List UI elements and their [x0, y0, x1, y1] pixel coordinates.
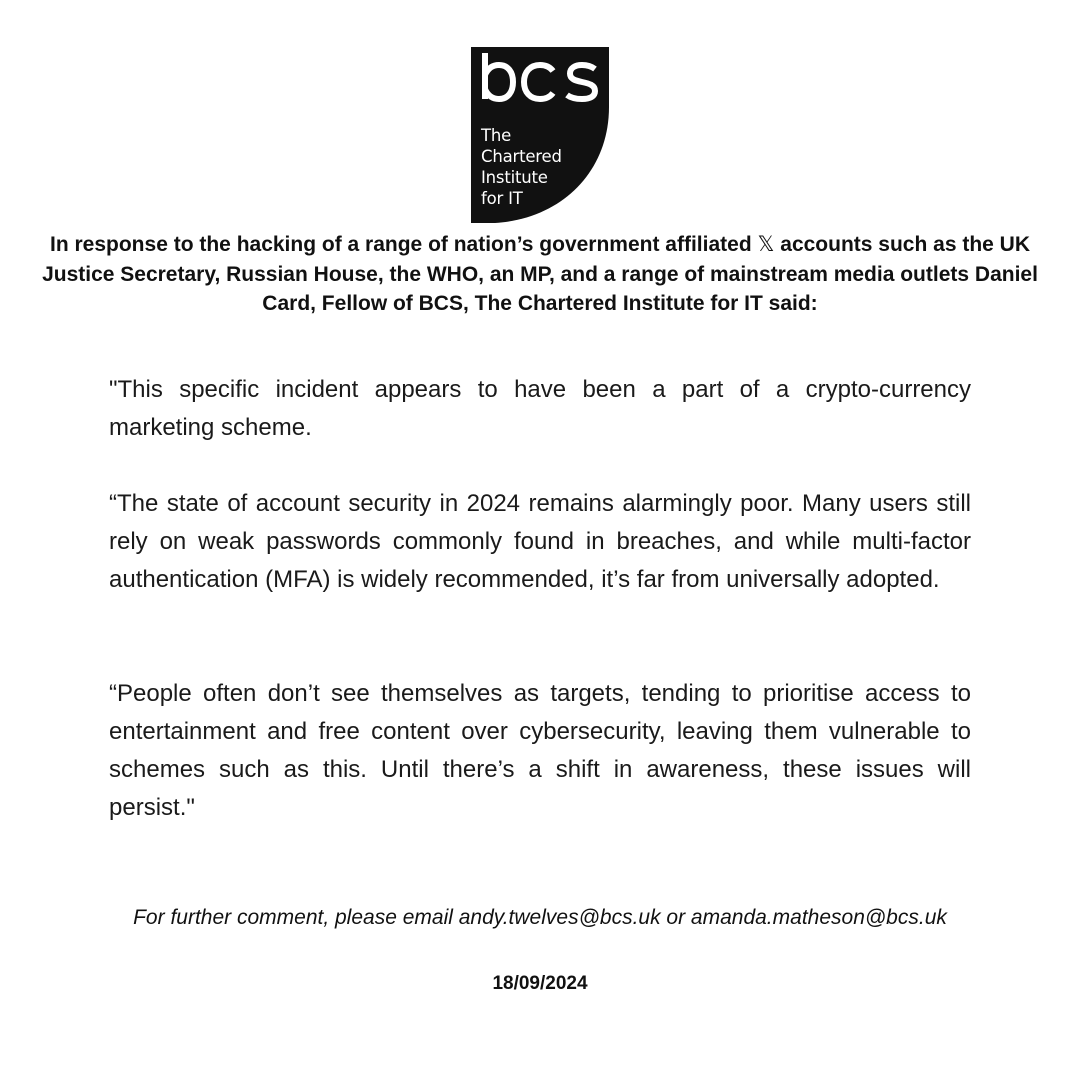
contact-line: For further comment, please email andy.twelves@bcs.uk or amanda.matheson@bcs.uk [133, 906, 947, 929]
logo-tagline [481, 125, 562, 209]
quote-paragraph: "This specific incident appears to have been a part of a crypto-currency marketing scheme. [109, 376, 971, 441]
quote-paragraph: “The state of account security in 2024 remains alarmingly poor. Many users still rely on weak passwords commonly found in breaches, and while multi-factor authentication (MFA) is widely recommended, it’s far from universally adopted. [109, 490, 971, 593]
intro-statement [40, 230, 1040, 319]
bcs-logo [471, 47, 609, 223]
intro-text-end: accounts such as the UK Justice Secretary, Russian House, the WHO, an MP, and a range of mainstream media outlets Daniel Card, Fellow of BCS, The Chartered Institute for IT said: [42, 233, 1038, 315]
intro-text-start: In response to the hacking of a range of nation’s government affiliated [50, 233, 752, 256]
logo-tagline-line: Chartered [481, 147, 562, 166]
x-logo-icon: 𝕏 [757, 232, 775, 256]
logo-tagline-line: Institute [481, 168, 548, 187]
logo-tagline-line: The [481, 126, 512, 145]
logo-tagline-line: for IT [481, 189, 523, 208]
publication-date: 18/09/2024 [492, 973, 588, 994]
quote-paragraph: “People often don’t see themselves as targets, tending to prioritise access to entertainment and free content over cybersecurity, leaving them vulnerable to schemes such as this. Until there’s a shift in awareness, these issues will persist." [109, 680, 971, 821]
